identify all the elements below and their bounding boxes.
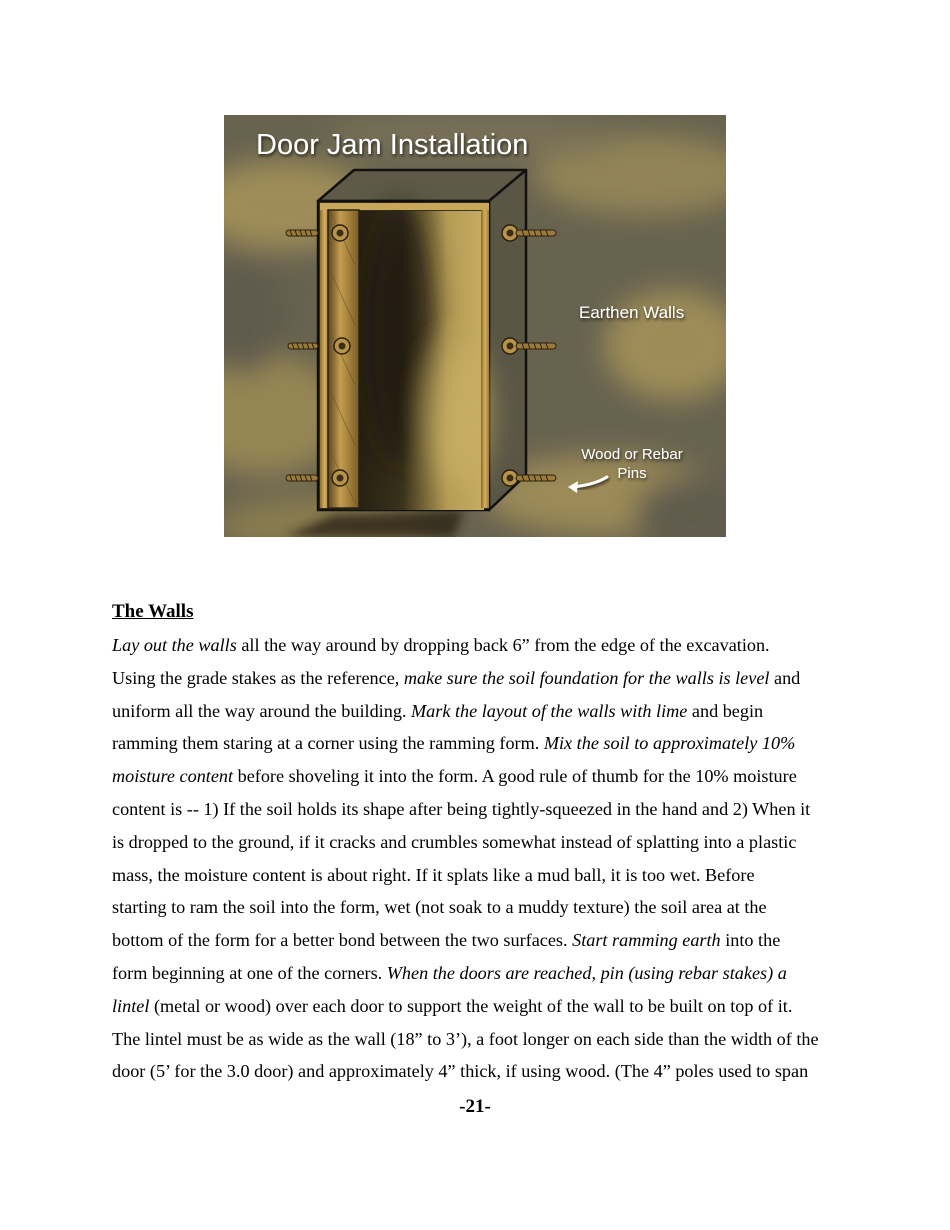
paragraph-line: [112, 891, 840, 924]
paragraph-line: [112, 793, 840, 826]
section-heading: The Walls: [112, 601, 194, 622]
paragraph-line: [112, 859, 840, 892]
text-run: and begin: [687, 700, 764, 721]
italic-run: Lay out the walls: [112, 635, 237, 655]
earthen-walls-label: Earthen Walls: [579, 303, 685, 322]
paragraph-line: [112, 924, 840, 957]
text-run: content is -- 1) If the soil holds its shape after being tightly-squeezed in the hand and 2) When it: [112, 798, 811, 819]
text-run: uniform all the way around the building.: [112, 700, 412, 721]
text-run: ramming them staring at a corner using the ramming form.: [112, 733, 544, 754]
italic-run: When the doors are reached, pin (using rebar stakes) a: [386, 962, 787, 983]
paragraph-line: [112, 1023, 840, 1056]
text-run: bottom of the form for a better bond between the two surfaces.: [112, 930, 573, 951]
paragraph-line: [112, 662, 840, 695]
paragraph-line: [112, 990, 840, 1023]
paragraph-line: [112, 760, 840, 793]
text-run: before shoveling it into the form. A good rule of thumb for the 10% moisture: [233, 766, 797, 787]
text-run: form beginning at one of the corners.: [112, 962, 387, 983]
text-run: mass, the moisture content is about right. If it splats like a mud ball, it is too wet. Before: [112, 864, 755, 885]
italic-run: lintel: [112, 995, 150, 1016]
paragraph-line: [112, 957, 840, 990]
text-run: is dropped to the ground, if it cracks and crumbles somewhat instead of splatting into a plastic: [112, 831, 797, 852]
italic-run: Mark the layout of the walls with lime: [411, 700, 688, 721]
pins-label-line2: Pins: [617, 465, 647, 482]
italic-run: Mix the soil to approximately 10%: [543, 733, 796, 754]
paragraph-line: [112, 1055, 840, 1088]
italic-run: Start ramming earth: [572, 930, 721, 951]
figure-title: Door Jam Installation: [256, 129, 529, 161]
italic-run: moisture content: [112, 766, 234, 787]
text-run: door (5’ for the 3.0 door) and approximately 4” thick, if using wood. (The 4” poles used to span: [112, 1061, 809, 1082]
paragraph-line: [112, 695, 840, 728]
door-jam-illustration: [224, 115, 726, 537]
text-run: (metal or wood) over each door to support the weight of the wall to be built on top of it.: [149, 995, 793, 1016]
text-run: Using the grade stakes as the reference,: [112, 667, 404, 688]
paragraph-line: [112, 727, 840, 760]
text-run: into the: [720, 930, 781, 951]
paragraph-line: [112, 629, 840, 662]
pins-label-line1: Wood or Rebar: [581, 446, 683, 463]
text-run: and: [769, 667, 801, 688]
paragraph-line: [112, 826, 840, 859]
italic-run: make sure the soil foundation for the walls is level: [403, 667, 770, 688]
text-run: starting to ram the soil into the form, wet (not soak to a muddy texture) the soil area at the: [112, 897, 767, 918]
page-number: -21-: [459, 1096, 491, 1117]
text-run: all the way around by dropping back 6” from the edge of the excavation.: [236, 635, 770, 655]
body-paragraph: [112, 629, 840, 1088]
text-run: The lintel must be as wide as the wall (18” to 3’), a foot longer on each side than the width of the: [112, 1028, 819, 1049]
